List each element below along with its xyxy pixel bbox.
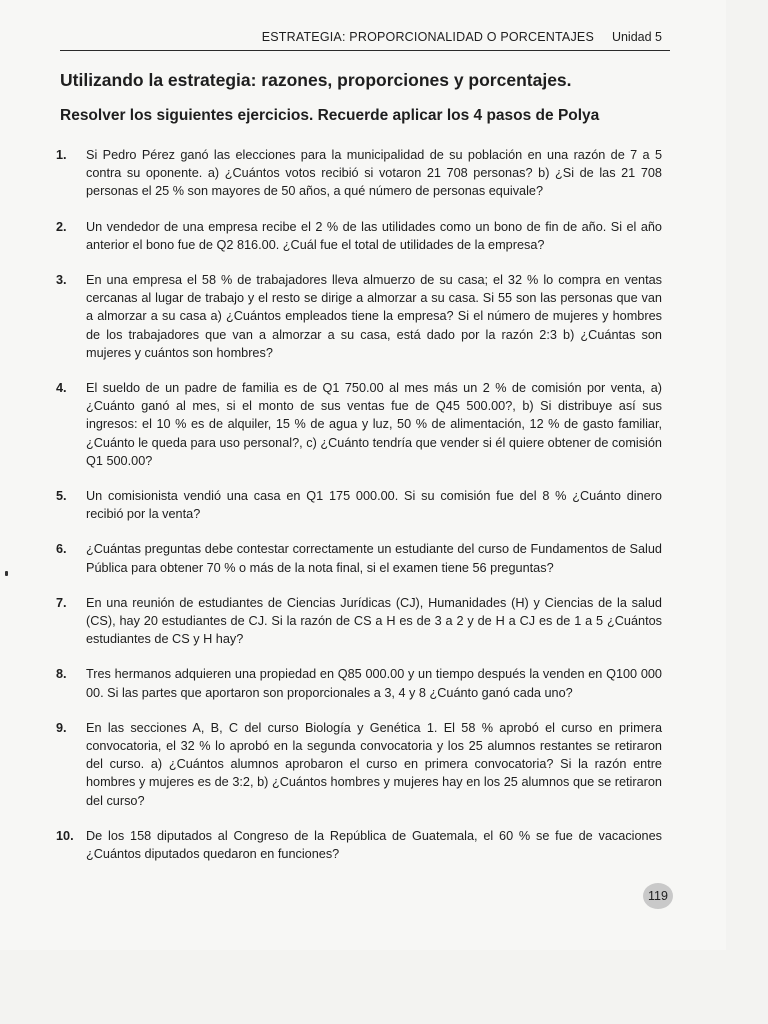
exercise-text: Si Pedro Pérez ganó las elecciones para la municipalidad de su población en una razón de 7 a 5 contra su oponente. a) ¿Cuántos votos recibió si votaron 21 708 personas? b) ¿Si de las 21 708 personas el 25 % son mayores de 50 años, a qué número de personas equivale?: [86, 148, 662, 199]
running-header: [60, 26, 670, 51]
exercise-number: 10.: [56, 828, 74, 843]
page-title: Utilizando la estrategia: razones, proporciones y porcentajes.: [60, 70, 572, 90]
exercise-number: 5.: [56, 489, 67, 504]
exercise-item: [56, 719, 662, 810]
exercise-text: En las secciones A, B, C del curso Biología y Genética 1. El 58 % aprobó el curso en primera convocatoria, el 32 % lo aprobó en la segunda convocatoria y los 25 alumnos restantes se retiraron del curso. a) ¿Cuántos alumnos aprobaron el curso en primera convocatoria? Si la razón entre hombres y mujeres es de 3:2, b) ¿Cuántos hombres y mujeres hay en los 25 alumnos que se retiraron del curso?: [86, 720, 662, 808]
exercise-text: Un vendedor de una empresa recibe el 2 % de las utilidades como un bono de fin de año. Si el año anterior el bono fue de Q2 816.00. ¿Cuál fue el total de utilidades de la empresa?: [86, 219, 662, 252]
exercise-item: [56, 827, 662, 863]
exercise-item: [56, 594, 662, 649]
exercise-item: [56, 540, 662, 576]
margin-mark: [5, 571, 8, 576]
exercise-number: 7.: [56, 595, 67, 610]
exercise-text: En una empresa el 58 % de trabajadores lleva almuerzo de su casa; el 32 % lo compra en ventas cercanas al lugar de trabajo y el resto se dirige a almorzar a su casa. Si 55 son las personas que van a almorzar a su casa a) ¿Cuántos empleados tiene la empresa? Si el número de mujeres y hombres de los trabajadores que van a almorzar a su casa, está dado por la razón 2:3 b) ¿Cuántas son mujeres y cuántos son hombres?: [86, 273, 662, 360]
exercise-text: El sueldo de un padre de familia es de Q1 750.00 al mes más un 2 % de comisión por venta, a) ¿Cuánto ganó al mes, si el monto de sus ventas fue de Q45 500.00?, b) Si distribuye así sus ingresos: el 10 % es de alquiler, 15 % de agua y luz, 50 % de alimentación, 12 % de gasto familiar, ¿Cuánto le queda para uso personal?, c) ¿Cuánto tendría que vender si él quiere obtener de comisión Q1 500.00?: [86, 381, 662, 468]
exercise-number: 8.: [56, 667, 67, 682]
exercise-number: 1.: [56, 148, 67, 162]
exercise-list: [56, 146, 662, 880]
exercise-number: 4.: [56, 381, 67, 396]
exercise-item: [56, 271, 662, 362]
header-topic: ESTRATEGIA: PROPORCIONALIDAD O PORCENTAJES: [261, 30, 594, 44]
exercise-text: Un comisionista vendió una casa en Q1 175 000.00. Si su comisión fue del 8 % ¿Cuánto dinero recibió por la venta?: [86, 489, 662, 522]
exercise-text: En una reunión de estudiantes de Ciencias Jurídicas (CJ), Humanidades (H) y Ciencias de la salud (CS), hay 20 estudiantes de CJ. Si la razón de CS a H es de 3 a 2 y de H a CJ es de 1 a 5 ¿Cuántos estudiantes de CS y H hay?: [86, 595, 662, 647]
exercise-text: Tres hermanos adquieren una propiedad en Q85 000.00 y un tiempo después la venden en Q100 000 00. Si las partes que aportaron son proporcionales a 3, 4 y 8 ¿Cuánto ganó cada uno?: [86, 667, 662, 700]
exercise-item: [56, 379, 662, 470]
exercise-number: 3.: [56, 273, 67, 288]
exercise-number: 2.: [56, 219, 67, 234]
exercise-text: ¿Cuántas preguntas debe contestar correctamente un estudiante del curso de Fundamentos de Salud Pública para obtener 70 % o más de la nota final, si el examen tiene 56 preguntas?: [86, 542, 662, 575]
exercise-number: 9.: [56, 720, 67, 735]
exercise-number: 6.: [56, 542, 67, 557]
page-number-badge: 119: [643, 883, 673, 909]
exercise-item: [56, 487, 662, 523]
header-unit: Unidad 5: [611, 30, 662, 44]
exercise-item: [56, 146, 662, 201]
page-subtitle: Resolver los siguientes ejercicios. Recuerde aplicar los 4 pasos de Polya: [60, 107, 600, 124]
exercise-text: De los 158 diputados al Congreso de la República de Guatemala, el 60 % se fue de vacaciones ¿Cuántos diputados quedaron en funciones?: [86, 828, 662, 862]
exercise-item: [56, 665, 662, 701]
exercise-item: [56, 218, 662, 254]
